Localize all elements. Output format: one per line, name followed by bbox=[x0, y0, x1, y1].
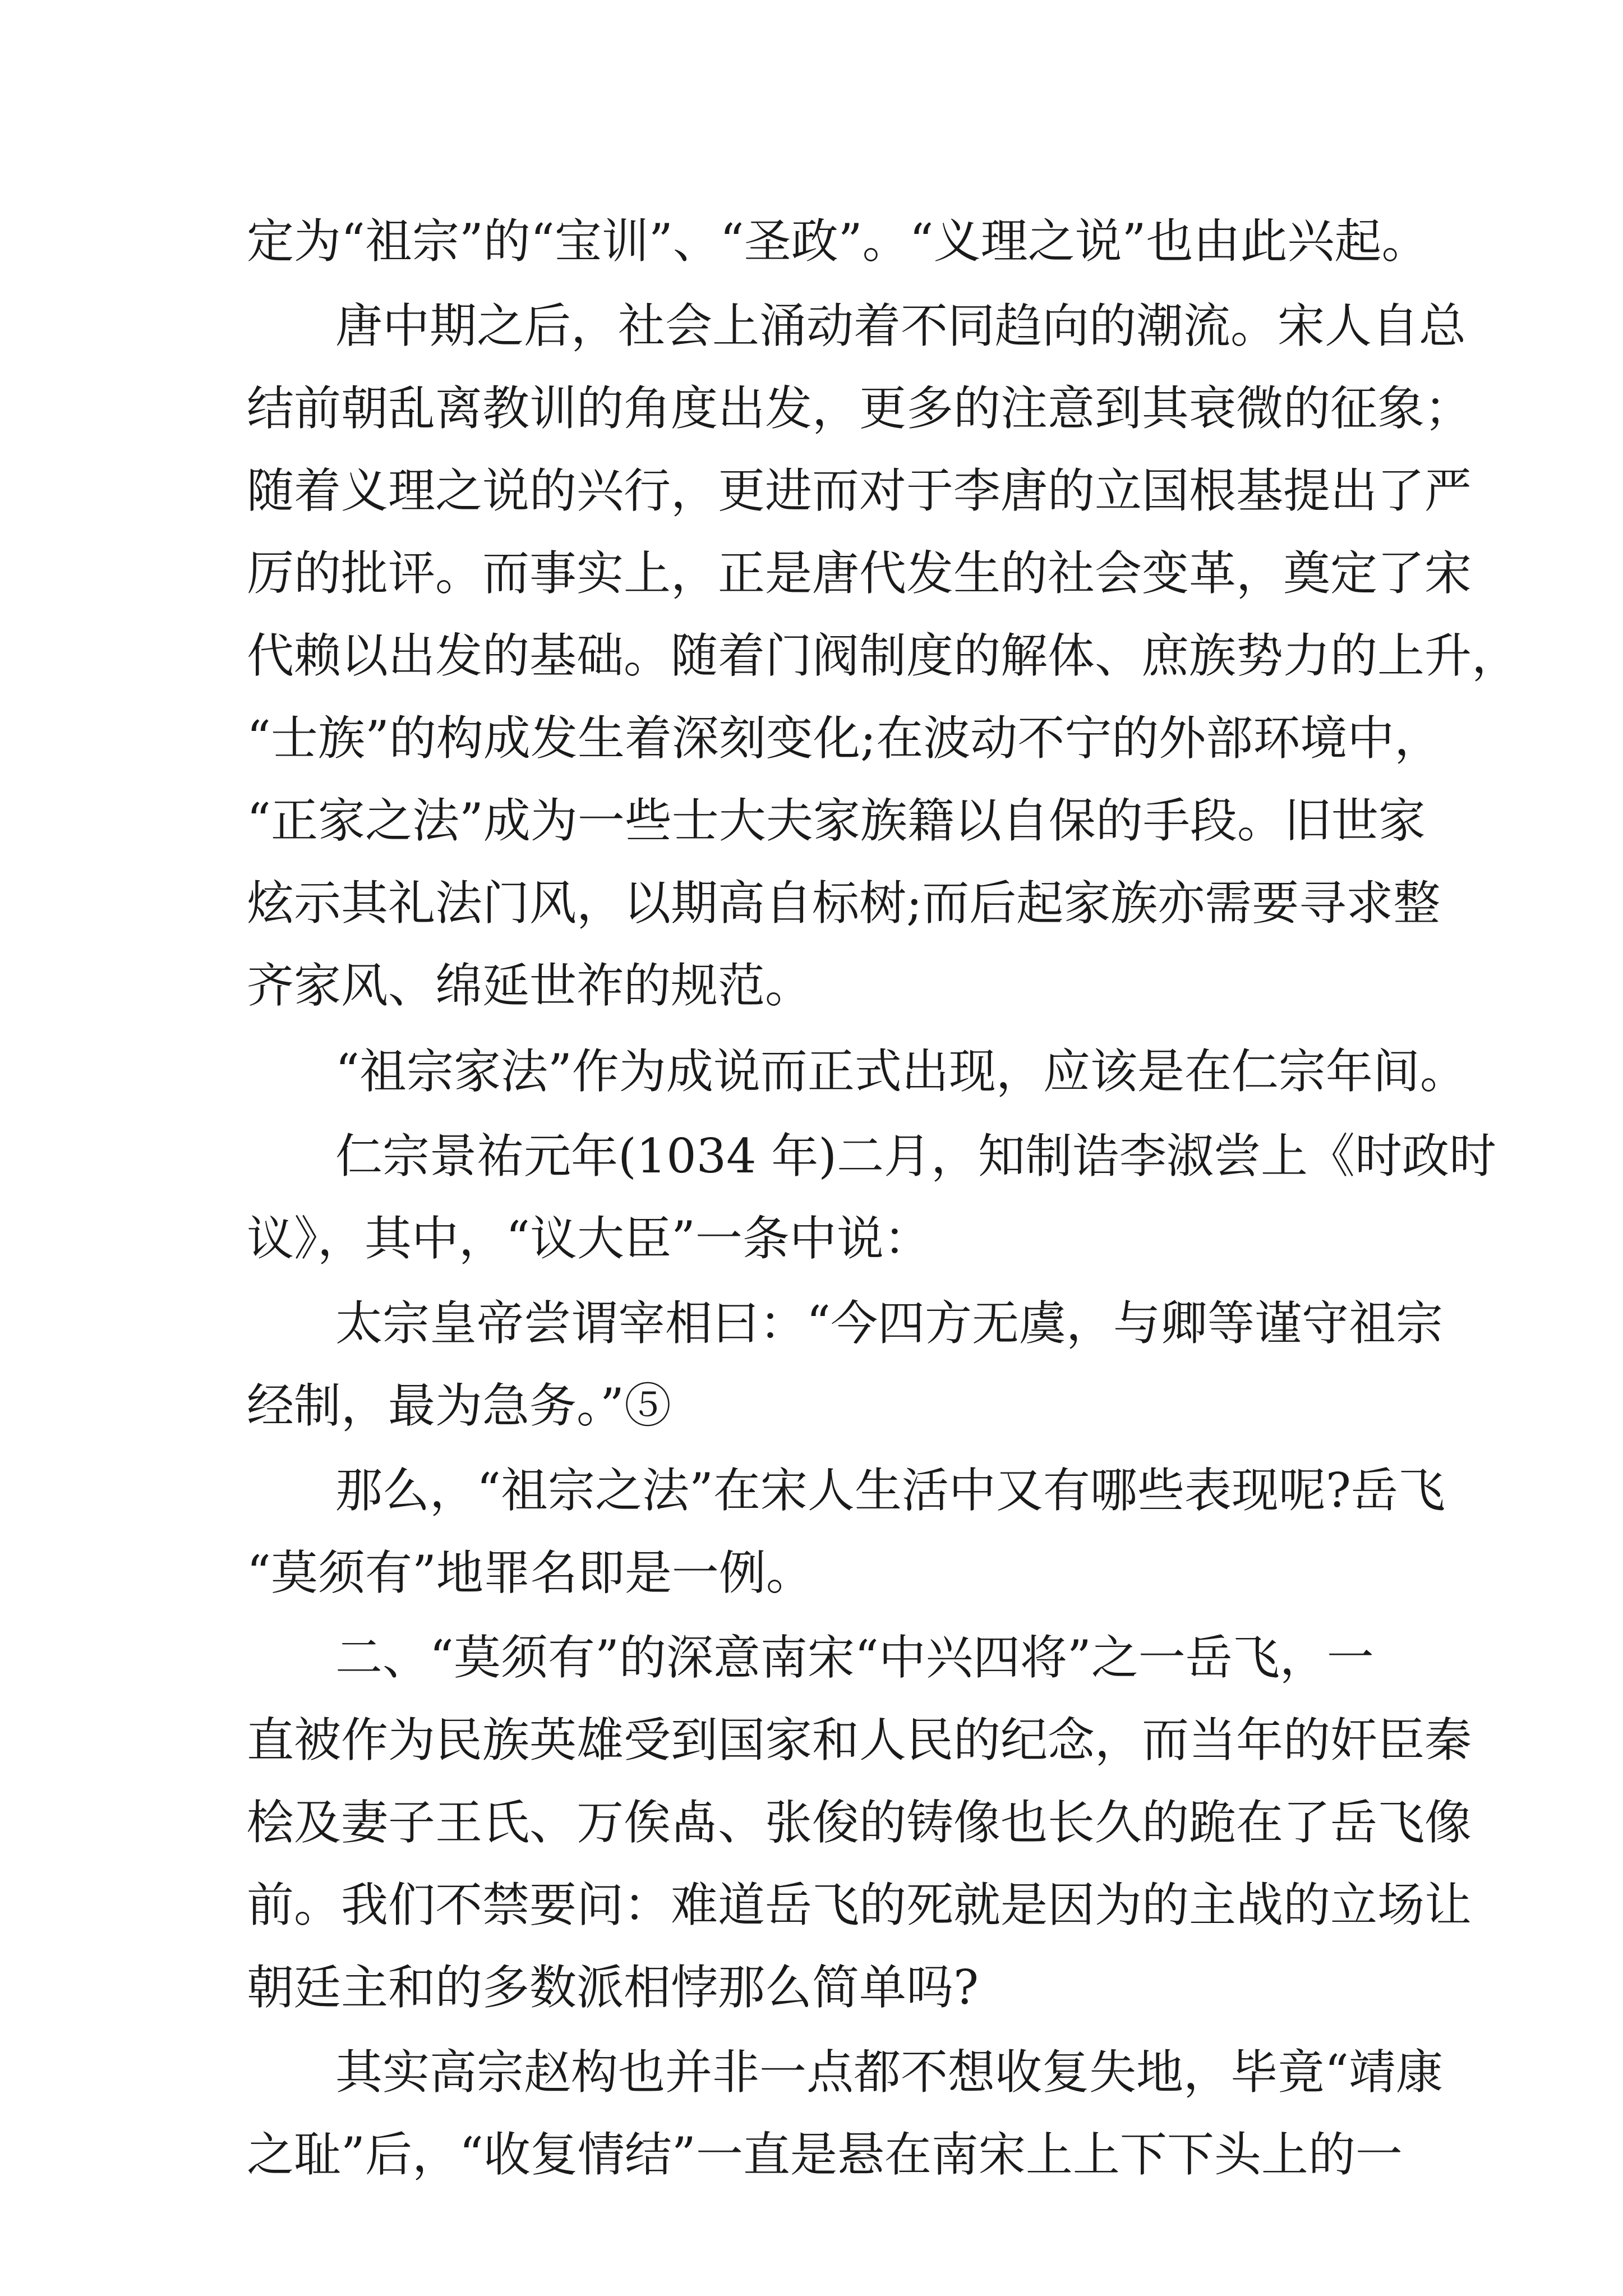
text-line-13: 议》，其中，“议大臣”一条中说： bbox=[247, 1211, 931, 1266]
text-line-6: 代赖以出发的基础。随着门阀制度的解体、庶族势力的上升， bbox=[247, 628, 1519, 683]
text-line-19: 直被作为民族英雄受到国家和人民的纪念，而当年的奸臣秦 bbox=[247, 1713, 1472, 1768]
text-line-21: 前。我们不禁要问：难道岳飞的死就是因为的主战的立场让 bbox=[247, 1878, 1472, 1932]
text-line-1: 定为“祖宗”的“宝训”、“圣政”。“义理之说”也由此兴起。 bbox=[247, 214, 1429, 269]
text-line-5: 厉的批评。而事实上，正是唐代发生的社会变革，奠定了宋 bbox=[247, 546, 1472, 601]
text-line-3: 结前朝乱离教训的角度出发，更多的注意到其衰微的征象； bbox=[247, 381, 1472, 436]
text-line-15: 经制，最为急务。”⑤ bbox=[247, 1378, 671, 1433]
text-line-11: “祖宗家法”作为成说而正式出现，应该是在仁宗年间。 bbox=[335, 1044, 1467, 1099]
text-line-23: 其实高宗赵构也并非一点都不想收复失地，毕竟“靖康 bbox=[335, 2045, 1443, 2100]
text-line-7: “士族”的构成发生着深刻变化;在波动不宁的外部环境中， bbox=[247, 711, 1442, 766]
text-line-17: “莫须有”地罪名即是一例。 bbox=[247, 1545, 813, 1600]
text-line-18: 二、“莫须有”的深意南宋“中兴四将”之一岳飞，一 bbox=[335, 1630, 1374, 1685]
text-line-22: 朝廷主和的多数派相悖那么简单吗? bbox=[247, 1960, 979, 2015]
text-line-12: 仁宗景祐元年(1034 年)二月，知制诰李淑尝上《时政时 bbox=[335, 1129, 1497, 1184]
text-line-8: “正家之法”成为一些士大夫家族籍以自保的手段。旧世家 bbox=[247, 793, 1426, 848]
text-line-14: 太宗皇帝尝谓宰相曰：“今四方无虞，与卿等谨守祖宗 bbox=[335, 1296, 1443, 1351]
text-line-9: 炫示其礼法门风，以期高自标树;而后起家族亦需要寻求整 bbox=[247, 876, 1441, 931]
text-line-4: 随着义理之说的兴行，更进而对于李唐的立国根基提出了严 bbox=[247, 463, 1472, 518]
text-line-20: 桧及妻子王氏、万俟卨、张俊的铸像也长久的跪在了岳飞像 bbox=[247, 1795, 1472, 1850]
text-line-10: 齐家风、绵延世祚的规范。 bbox=[247, 958, 813, 1013]
text-line-2: 唐中期之后，社会上涌动着不同趋向的潮流。宋人自总 bbox=[335, 298, 1467, 353]
text-line-24: 之耻”后，“收复情结”一直是悬在南宋上上下下头上的一 bbox=[247, 2127, 1403, 2182]
text-line-16: 那么，“祖宗之法”在宋人生活中又有哪些表现呢?岳飞 bbox=[335, 1463, 1445, 1518]
